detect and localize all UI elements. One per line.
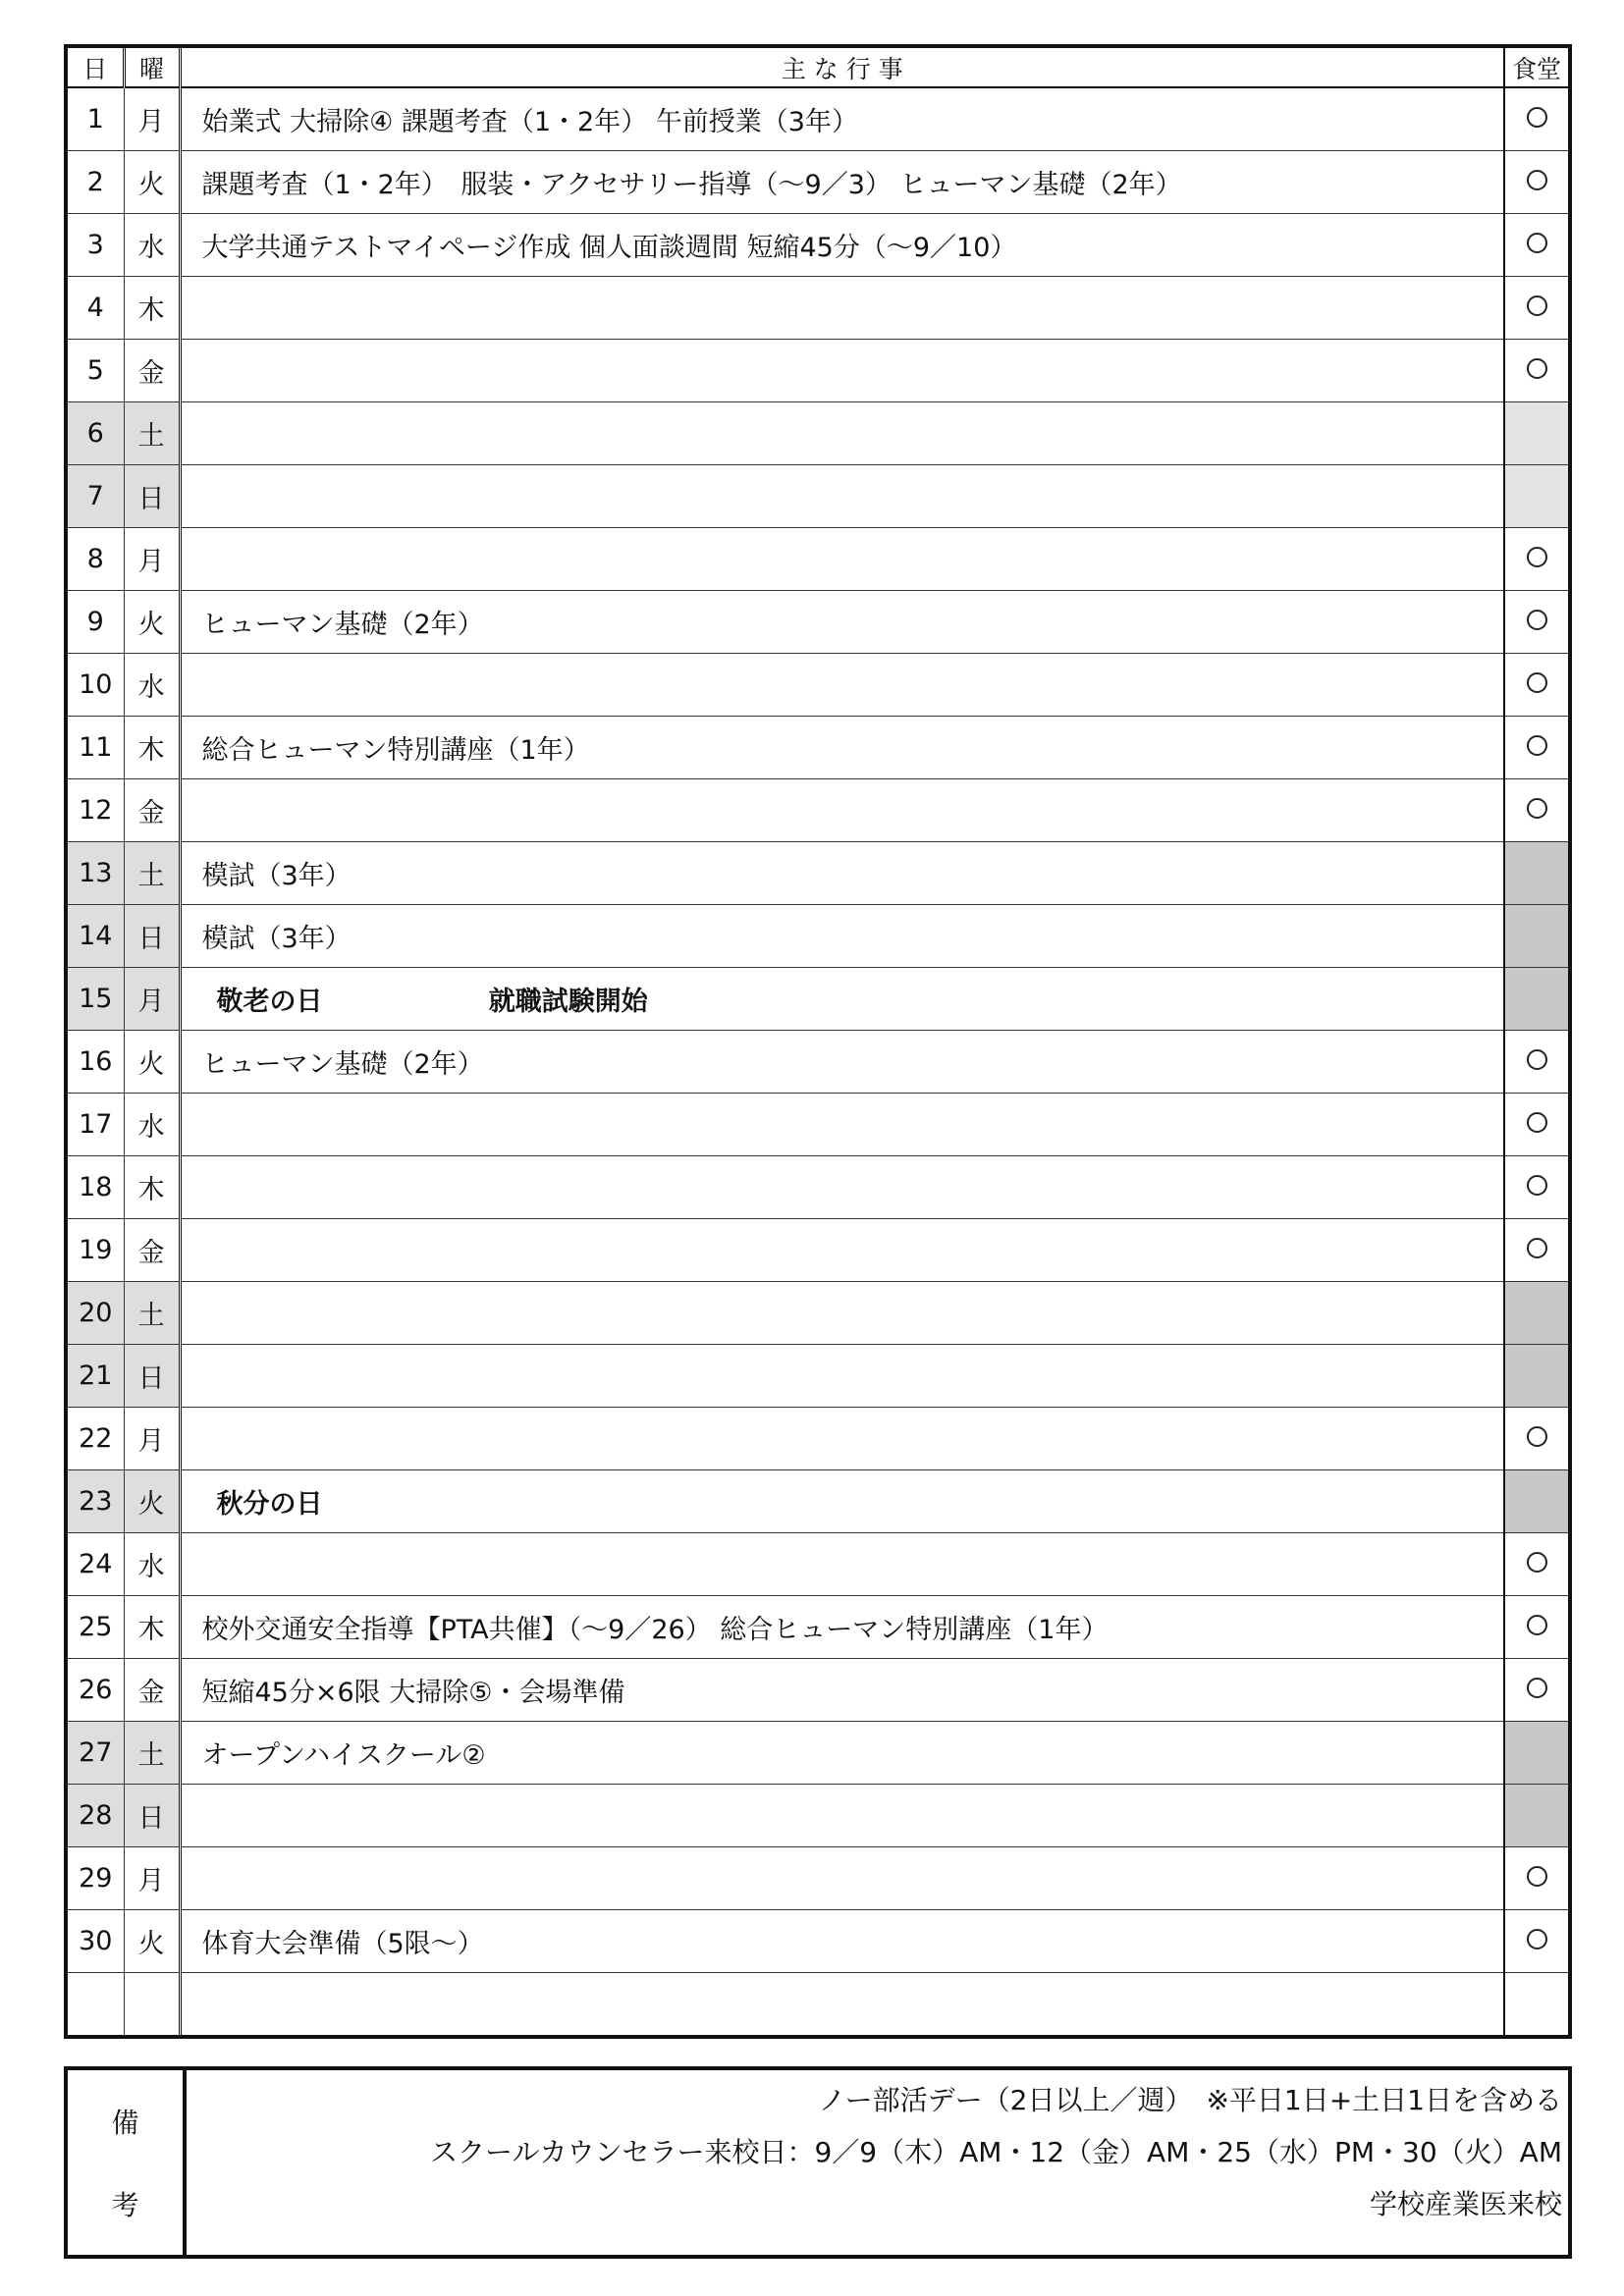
calendar-row <box>66 1973 1570 2038</box>
remark-line: スクールカウンセラー来校日：9／9（木）AM・12（金）AM・25（水）PM・30（火）AM <box>430 2136 1562 2168</box>
day-number: 26 <box>66 1659 124 1722</box>
calendar-row <box>66 151 1570 214</box>
events-cell <box>180 402 1504 465</box>
weekday-cell: 月 <box>124 968 180 1031</box>
calendar-row <box>66 1156 1570 1219</box>
day-number: 18 <box>66 1156 124 1219</box>
weekday-cell: 水 <box>124 1533 180 1596</box>
events-cell: 体育大会準備（5限～） <box>180 1910 1504 1973</box>
events-cell <box>180 1094 1504 1156</box>
weekday-cell: 木 <box>124 717 180 779</box>
weekday-cell: 日 <box>124 905 180 968</box>
weekday-cell: 水 <box>124 1094 180 1156</box>
day-number: 4 <box>66 277 124 340</box>
day-number: 16 <box>66 1031 124 1094</box>
calendar-row <box>66 1408 1570 1470</box>
day-number: 30 <box>66 1910 124 1973</box>
cafeteria-cell <box>1504 842 1570 905</box>
cafeteria-open-circle-icon <box>1527 295 1547 316</box>
cafeteria-open-circle-icon <box>1527 1175 1547 1196</box>
cafeteria-open-circle-icon <box>1527 107 1547 128</box>
cafeteria-cell <box>1504 277 1570 340</box>
day-number: 8 <box>66 528 124 591</box>
events-cell <box>180 528 1504 591</box>
cafeteria-open-circle-icon <box>1527 358 1547 379</box>
events-cell: 総合ヒューマン特別講座（1年） <box>180 717 1504 779</box>
cafeteria-open-circle-icon <box>1527 1426 1547 1447</box>
events-cell <box>180 277 1504 340</box>
calendar-row <box>66 842 1570 905</box>
weekday-cell: 月 <box>124 1847 180 1910</box>
calendar-row <box>66 528 1570 591</box>
events-cell: オープンハイスクール② <box>180 1722 1504 1785</box>
day-number: 5 <box>66 340 124 402</box>
day-number: 29 <box>66 1847 124 1910</box>
events-cell: 大学共通テストマイページ作成 個人面談週間 短縮45分（～9／10） <box>180 214 1504 277</box>
weekday-cell: 火 <box>124 1910 180 1973</box>
calendar-row <box>66 1031 1570 1094</box>
day-number: 17 <box>66 1094 124 1156</box>
remarks-label-char-2: 考 <box>111 2189 139 2221</box>
cafeteria-cell <box>1504 465 1570 528</box>
calendar-row <box>66 277 1570 340</box>
calendar-row <box>66 1847 1570 1910</box>
events-cell: 敬老の日 就職試験開始 <box>180 968 1504 1031</box>
events-cell <box>180 1282 1504 1345</box>
cafeteria-cell <box>1504 87 1570 151</box>
cafeteria-open-circle-icon <box>1527 1615 1547 1635</box>
calendar-row <box>66 1659 1570 1722</box>
day-number: 12 <box>66 779 124 842</box>
weekday-cell: 金 <box>124 779 180 842</box>
weekday-cell: 土 <box>124 1282 180 1345</box>
weekday-cell: 日 <box>124 1785 180 1847</box>
calendar-row <box>66 717 1570 779</box>
day-number: 10 <box>66 654 124 717</box>
weekday-cell: 月 <box>124 87 180 151</box>
cafeteria-open-circle-icon <box>1527 610 1547 630</box>
calendar-row <box>66 1470 1570 1533</box>
events-cell: 課題考査（1・2年） 服装・アクセサリー指導（～9／3） ヒューマン基礎（2年） <box>180 151 1504 214</box>
weekday-cell: 土 <box>124 402 180 465</box>
day-number: 7 <box>66 465 124 528</box>
cafeteria-open-circle-icon <box>1527 1929 1547 1949</box>
calendar-row <box>66 1785 1570 1847</box>
weekday-cell: 金 <box>124 1219 180 1282</box>
cafeteria-open-circle-icon <box>1527 1866 1547 1887</box>
remarks-box <box>64 2066 1572 2259</box>
events-cell: ヒューマン基礎（2年） <box>180 1031 1504 1094</box>
cafeteria-cell <box>1504 1533 1570 1596</box>
events-cell: 校外交通安全指導【PTA共催】（～9／26） 総合ヒューマン特別講座（1年） <box>180 1596 1504 1659</box>
day-number: 21 <box>66 1345 124 1408</box>
cafeteria-cell <box>1504 1910 1570 1973</box>
weekday-header: 曜 <box>124 46 180 87</box>
calendar-row <box>66 1596 1570 1659</box>
remark-line: 学校産業医来校 <box>1369 2188 1562 2220</box>
monthly-calendar-table <box>64 44 1572 2039</box>
cafeteria-open-circle-icon <box>1527 547 1547 567</box>
day-number: 11 <box>66 717 124 779</box>
day-number: 14 <box>66 905 124 968</box>
cafeteria-open-circle-icon <box>1527 170 1547 190</box>
cafeteria-open-circle-icon <box>1527 1238 1547 1258</box>
calendar-rows <box>66 87 1570 2037</box>
day-number: 22 <box>66 1408 124 1470</box>
cafeteria-cell <box>1504 1785 1570 1847</box>
day-number: 23 <box>66 1470 124 1533</box>
cafeteria-open-circle-icon <box>1527 1049 1547 1070</box>
cafeteria-open-circle-icon <box>1527 735 1547 756</box>
cafeteria-open-circle-icon <box>1527 1552 1547 1573</box>
events-cell <box>180 654 1504 717</box>
cafeteria-cell <box>1504 402 1570 465</box>
day-number: 1 <box>66 87 124 151</box>
cafeteria-open-circle-icon <box>1527 798 1547 819</box>
cafeteria-header: 食堂 <box>1504 46 1570 87</box>
cafeteria-cell <box>1504 717 1570 779</box>
day-number: 25 <box>66 1596 124 1659</box>
cafeteria-cell <box>1504 1031 1570 1094</box>
cafeteria-cell <box>1504 1659 1570 1722</box>
calendar-row <box>66 87 1570 151</box>
weekday-cell: 月 <box>124 1408 180 1470</box>
events-cell <box>180 1408 1504 1470</box>
events-cell <box>180 1345 1504 1408</box>
cafeteria-open-circle-icon <box>1527 1678 1547 1698</box>
remarks-label-char-1: 備 <box>111 2107 139 2139</box>
events-cell: ヒューマン基礎（2年） <box>180 591 1504 654</box>
weekday-cell: 木 <box>124 1596 180 1659</box>
cafeteria-cell <box>1504 1219 1570 1282</box>
events-cell: 短縮45分×6限 大掃除⑤・会場準備 <box>180 1659 1504 1722</box>
day-number: 2 <box>66 151 124 214</box>
weekday-cell <box>124 1973 180 2038</box>
calendar-row <box>66 1345 1570 1408</box>
cafeteria-cell <box>1504 151 1570 214</box>
calendar-row <box>66 591 1570 654</box>
calendar-row <box>66 214 1570 277</box>
calendar-row <box>66 1282 1570 1345</box>
events-cell <box>180 1156 1504 1219</box>
day-header: 日 <box>66 46 124 87</box>
weekday-cell: 金 <box>124 340 180 402</box>
weekday-cell: 木 <box>124 1156 180 1219</box>
weekday-cell: 日 <box>124 1345 180 1408</box>
weekday-cell: 金 <box>124 1659 180 1722</box>
day-number: 9 <box>66 591 124 654</box>
calendar-row <box>66 968 1570 1031</box>
cafeteria-open-circle-icon <box>1527 233 1547 253</box>
day-number: 24 <box>66 1533 124 1596</box>
calendar-row <box>66 1219 1570 1282</box>
day-number: 27 <box>66 1722 124 1785</box>
events-cell: 始業式 大掃除④ 課題考査（1・2年） 午前授業（3年） <box>180 87 1504 151</box>
events-cell <box>180 1533 1504 1596</box>
calendar-row <box>66 1094 1570 1156</box>
cafeteria-cell <box>1504 1094 1570 1156</box>
cafeteria-cell <box>1504 214 1570 277</box>
calendar-row <box>66 905 1570 968</box>
cafeteria-cell <box>1504 968 1570 1031</box>
events-cell <box>180 1847 1504 1910</box>
cafeteria-cell <box>1504 1282 1570 1345</box>
events-cell: 模試（3年） <box>180 842 1504 905</box>
weekday-cell: 土 <box>124 1722 180 1785</box>
calendar-row <box>66 340 1570 402</box>
weekday-cell: 火 <box>124 151 180 214</box>
weekday-cell: 火 <box>124 1470 180 1533</box>
events-cell <box>180 1219 1504 1282</box>
cafeteria-cell <box>1504 1156 1570 1219</box>
remark-line: ノー部活デー（2日以上／週） ※平日1日+土日1日を含める <box>818 2084 1562 2116</box>
table-header-row <box>66 46 1570 87</box>
remarks-content <box>187 2070 1568 2255</box>
cafeteria-cell <box>1504 1345 1570 1408</box>
calendar-row <box>66 465 1570 528</box>
events-cell <box>180 465 1504 528</box>
calendar-row <box>66 654 1570 717</box>
cafeteria-cell <box>1504 340 1570 402</box>
day-number <box>66 1973 124 2038</box>
day-number: 20 <box>66 1282 124 1345</box>
remarks-label <box>68 2070 187 2255</box>
cafeteria-cell <box>1504 779 1570 842</box>
weekday-cell: 水 <box>124 214 180 277</box>
cafeteria-cell <box>1504 1847 1570 1910</box>
day-number: 6 <box>66 402 124 465</box>
calendar-row <box>66 1722 1570 1785</box>
cafeteria-cell <box>1504 591 1570 654</box>
cafeteria-cell <box>1504 1722 1570 1785</box>
cafeteria-cell <box>1504 1973 1570 2038</box>
calendar-row <box>66 779 1570 842</box>
events-cell: 秋分の日 <box>180 1470 1504 1533</box>
cafeteria-open-circle-icon <box>1527 672 1547 693</box>
cafeteria-cell <box>1504 654 1570 717</box>
events-header: 主 な 行 事 <box>180 46 1504 87</box>
events-cell <box>180 1785 1504 1847</box>
events-cell <box>180 340 1504 402</box>
calendar-row <box>66 1910 1570 1973</box>
weekday-cell: 火 <box>124 1031 180 1094</box>
weekday-cell: 土 <box>124 842 180 905</box>
cafeteria-cell <box>1504 905 1570 968</box>
weekday-cell: 木 <box>124 277 180 340</box>
cafeteria-cell <box>1504 1470 1570 1533</box>
day-number: 28 <box>66 1785 124 1847</box>
weekday-cell: 月 <box>124 528 180 591</box>
cafeteria-cell <box>1504 1596 1570 1659</box>
day-number: 19 <box>66 1219 124 1282</box>
cafeteria-cell <box>1504 1408 1570 1470</box>
calendar-row <box>66 402 1570 465</box>
day-number: 13 <box>66 842 124 905</box>
events-cell <box>180 779 1504 842</box>
day-number: 3 <box>66 214 124 277</box>
cafeteria-cell <box>1504 528 1570 591</box>
cafeteria-open-circle-icon <box>1527 1112 1547 1133</box>
day-number: 15 <box>66 968 124 1031</box>
weekday-cell: 水 <box>124 654 180 717</box>
weekday-cell: 火 <box>124 591 180 654</box>
events-cell <box>180 1973 1504 2038</box>
events-cell: 模試（3年） <box>180 905 1504 968</box>
calendar-row <box>66 1533 1570 1596</box>
weekday-cell: 日 <box>124 465 180 528</box>
